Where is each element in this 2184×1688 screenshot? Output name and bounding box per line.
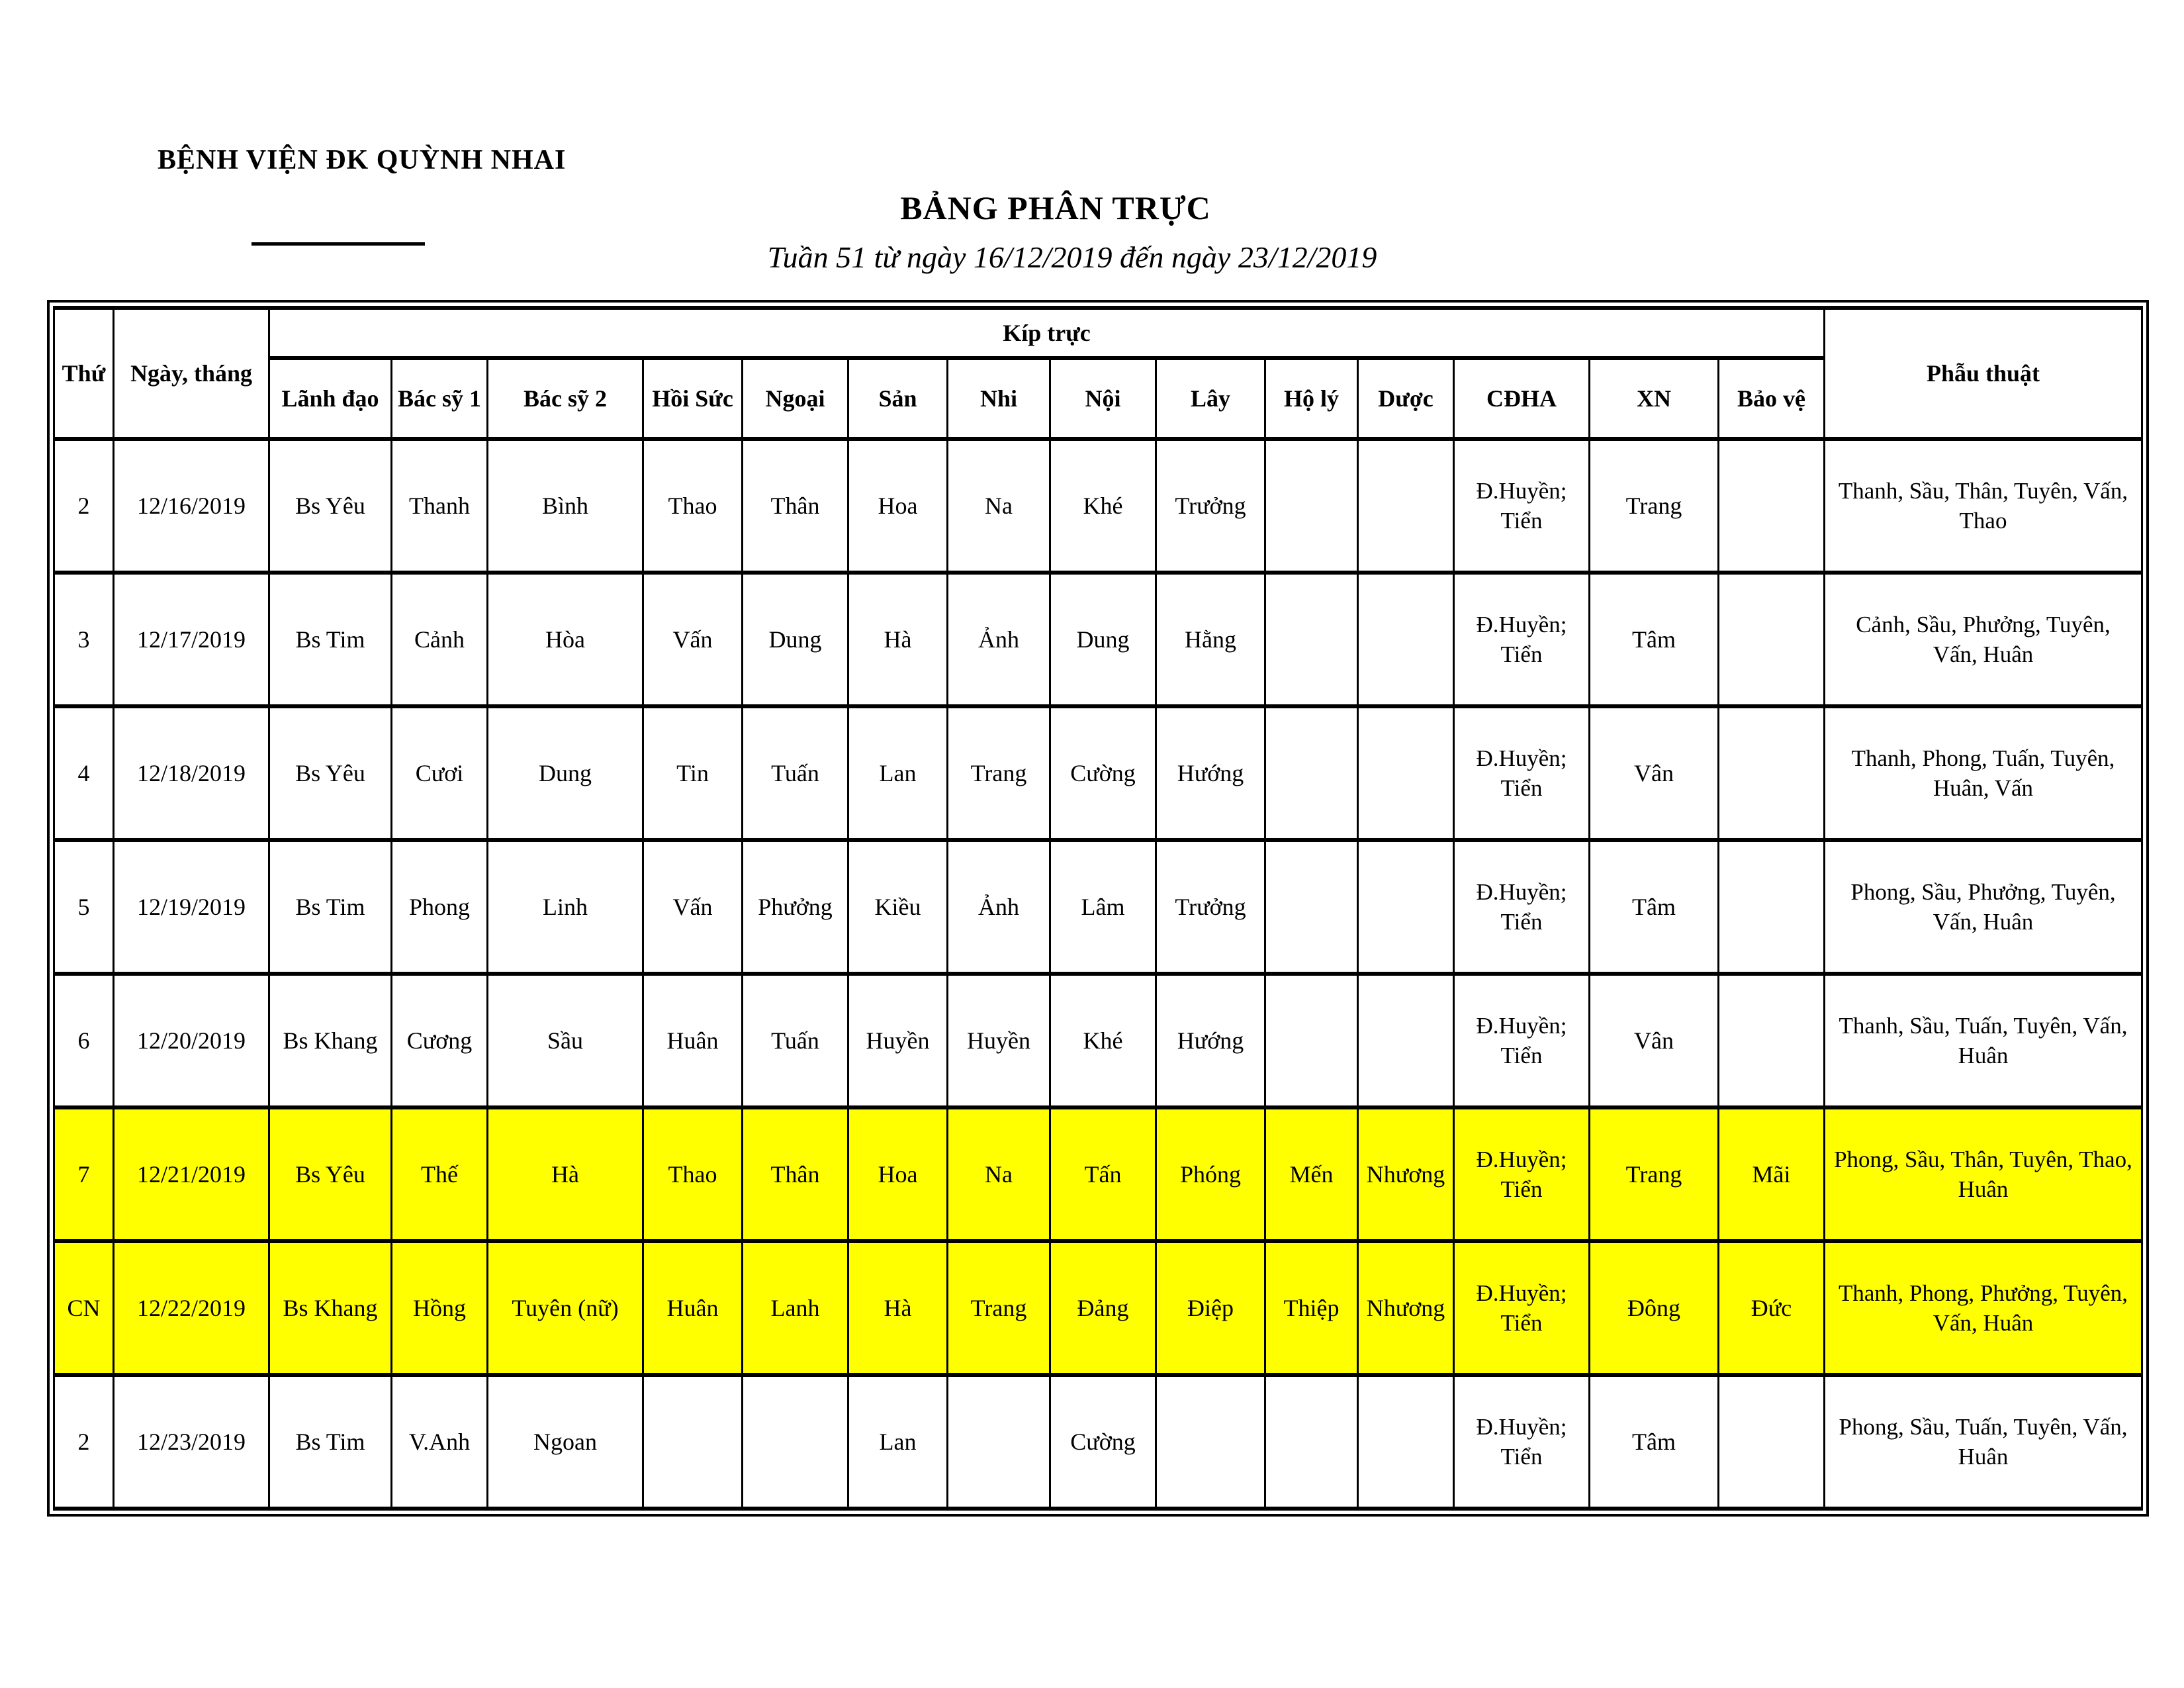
- col-header-hoi-suc: Hồi Sức: [643, 358, 743, 439]
- cell-ngay: 12/23/2019: [114, 1375, 269, 1509]
- col-header-bac-sy-2: Bác sỹ 2: [488, 358, 643, 439]
- cell-hoi-suc: Thao: [643, 1107, 743, 1241]
- cell-lanh-dao: Bs Tim: [269, 840, 392, 974]
- cell-xn: Đông: [1590, 1241, 1719, 1375]
- cell-bao-ve: Mãi: [1719, 1107, 1825, 1241]
- cell-duoc: [1358, 439, 1454, 573]
- roster-row: [54, 706, 2142, 840]
- cell-ngay: 12/19/2019: [114, 840, 269, 974]
- col-header-phau-thuat: Phẫu thuật: [1825, 308, 2142, 439]
- cell-thu: 5: [54, 840, 114, 974]
- page-subtitle: Tuần 51 từ ngày 16/12/2019 đến ngày 23/12/2019: [767, 240, 1377, 274]
- cell-ngay: 12/20/2019: [114, 974, 269, 1107]
- cell-nhi: Trang: [948, 706, 1050, 840]
- cell-san: Huyền: [848, 974, 948, 1107]
- roster-row: [54, 840, 2142, 974]
- cell-ho-ly: Thiệp: [1265, 1241, 1358, 1375]
- cell-noi: Tấn: [1050, 1107, 1156, 1241]
- cell-san: Lan: [848, 1375, 948, 1509]
- cell-phau-thuat: Phong, Sầu, Thân, Tuyên, Thao, Huân: [1825, 1107, 2142, 1241]
- cell-xn: Vân: [1590, 974, 1719, 1107]
- cell-ngoai: Tuấn: [743, 706, 848, 840]
- cell-thu: 2: [54, 439, 114, 573]
- cell-ho-ly: [1265, 439, 1358, 573]
- cell-cdha: Đ.Huyền; Tiển: [1454, 1107, 1590, 1241]
- cell-san: Hoa: [848, 439, 948, 573]
- cell-duoc: [1358, 706, 1454, 840]
- duty-roster-table: [53, 306, 2143, 1511]
- cell-bac-sy-1: Thanh: [392, 439, 488, 573]
- cell-bac-sy-2: Linh: [488, 840, 643, 974]
- col-header-lay: Lây: [1156, 358, 1265, 439]
- cell-ngoai: Phưởng: [743, 840, 848, 974]
- roster-row: [54, 1107, 2142, 1241]
- cell-nhi: Huyền: [948, 974, 1050, 1107]
- cell-duoc: [1358, 840, 1454, 974]
- cell-ho-ly: [1265, 706, 1358, 840]
- cell-bac-sy-2: Ngoan: [488, 1375, 643, 1509]
- cell-nhi: Na: [948, 1107, 1050, 1241]
- cell-lay: Trưởng: [1156, 840, 1265, 974]
- cell-bao-ve: [1719, 974, 1825, 1107]
- cell-san: Lan: [848, 706, 948, 840]
- cell-san: Hà: [848, 573, 948, 706]
- col-header-ngay-thang: Ngày, tháng: [114, 308, 269, 439]
- cell-lay: [1156, 1375, 1265, 1509]
- cell-phau-thuat: Cảnh, Sầu, Phưởng, Tuyên, Vấn, Huân: [1825, 573, 2142, 706]
- cell-xn: Tâm: [1590, 840, 1719, 974]
- cell-bao-ve: [1719, 439, 1825, 573]
- col-group-kip-truc: Kíp trực: [269, 308, 1825, 358]
- org-name: BỆNH VIỆN ĐK QUỲNH NHAI: [158, 145, 567, 175]
- cell-lanh-dao: Bs Yêu: [269, 706, 392, 840]
- col-header-duoc: Dược: [1358, 358, 1454, 439]
- cell-bac-sy-2: Hòa: [488, 573, 643, 706]
- cell-xn: Tâm: [1590, 573, 1719, 706]
- col-header-bac-sy-1: Bác sỹ 1: [392, 358, 488, 439]
- cell-nhi: Ảnh: [948, 573, 1050, 706]
- cell-bao-ve: [1719, 706, 1825, 840]
- cell-hoi-suc: Tin: [643, 706, 743, 840]
- col-header-bao-ve: Bảo vệ: [1719, 358, 1825, 439]
- cell-phau-thuat: Thanh, Phong, Tuấn, Tuyên, Huân, Vấn: [1825, 706, 2142, 840]
- cell-thu: 4: [54, 706, 114, 840]
- cell-lanh-dao: Bs Khang: [269, 1241, 392, 1375]
- cell-bac-sy-1: Cương: [392, 974, 488, 1107]
- cell-lay: Phóng: [1156, 1107, 1265, 1241]
- cell-bac-sy-1: V.Anh: [392, 1375, 488, 1509]
- cell-nhi: Trang: [948, 1241, 1050, 1375]
- cell-bao-ve: Đức: [1719, 1241, 1825, 1375]
- cell-lanh-dao: Bs Tim: [269, 1375, 392, 1509]
- cell-ho-ly: Mến: [1265, 1107, 1358, 1241]
- cell-duoc: Nhương: [1358, 1241, 1454, 1375]
- cell-ngay: 12/22/2019: [114, 1241, 269, 1375]
- cell-ngoai: Dung: [743, 573, 848, 706]
- cell-cdha: Đ.Huyền; Tiển: [1454, 1241, 1590, 1375]
- cell-phau-thuat: Thanh, Phong, Phưởng, Tuyên, Vấn, Huân: [1825, 1241, 2142, 1375]
- cell-hoi-suc: Huân: [643, 1241, 743, 1375]
- cell-hoi-suc: Vấn: [643, 840, 743, 974]
- cell-noi: Dung: [1050, 573, 1156, 706]
- cell-lanh-dao: Bs Khang: [269, 974, 392, 1107]
- cell-xn: Tâm: [1590, 1375, 1719, 1509]
- cell-cdha: Đ.Huyền; Tiển: [1454, 573, 1590, 706]
- cell-ngay: 12/18/2019: [114, 706, 269, 840]
- cell-san: Kiều: [848, 840, 948, 974]
- cell-bac-sy-2: Tuyên (nữ): [488, 1241, 643, 1375]
- cell-ngoai: [743, 1375, 848, 1509]
- col-header-noi: Nội: [1050, 358, 1156, 439]
- cell-ho-ly: [1265, 1375, 1358, 1509]
- cell-cdha: Đ.Huyền; Tiển: [1454, 840, 1590, 974]
- cell-hoi-suc: Vấn: [643, 573, 743, 706]
- cell-noi: Cường: [1050, 1375, 1156, 1509]
- roster-row: [54, 1375, 2142, 1509]
- cell-nhi: Na: [948, 439, 1050, 573]
- col-header-ho-ly: Hộ lý: [1265, 358, 1358, 439]
- cell-phau-thuat: Phong, Sầu, Phưởng, Tuyên, Vấn, Huân: [1825, 840, 2142, 974]
- cell-lay: Hướng: [1156, 706, 1265, 840]
- cell-bac-sy-1: Phong: [392, 840, 488, 974]
- cell-phau-thuat: Phong, Sầu, Tuấn, Tuyên, Vấn, Huân: [1825, 1375, 2142, 1509]
- col-header-xn: XN: [1590, 358, 1719, 439]
- cell-thu: 6: [54, 974, 114, 1107]
- cell-xn: Trang: [1590, 439, 1719, 573]
- cell-ho-ly: [1265, 573, 1358, 706]
- cell-bac-sy-2: Hà: [488, 1107, 643, 1241]
- cell-lay: Trưởng: [1156, 439, 1265, 573]
- cell-bao-ve: [1719, 1375, 1825, 1509]
- roster-row: [54, 573, 2142, 706]
- cell-hoi-suc: [643, 1375, 743, 1509]
- cell-ngay: 12/16/2019: [114, 439, 269, 573]
- cell-bac-sy-1: Thế: [392, 1107, 488, 1241]
- cell-bac-sy-2: Bình: [488, 439, 643, 573]
- cell-ngoai: Thân: [743, 1107, 848, 1241]
- cell-duoc: Nhương: [1358, 1107, 1454, 1241]
- page-title: BẢNG PHÂN TRỰC: [900, 189, 1211, 226]
- cell-xn: Vân: [1590, 706, 1719, 840]
- cell-hoi-suc: Huân: [643, 974, 743, 1107]
- col-header-ngoai: Ngoại: [743, 358, 848, 439]
- col-header-thu: Thứ: [54, 308, 114, 439]
- cell-lanh-dao: Bs Yêu: [269, 1107, 392, 1241]
- roster-row: [54, 974, 2142, 1107]
- cell-lay: Hằng: [1156, 573, 1265, 706]
- cell-cdha: Đ.Huyền; Tiển: [1454, 439, 1590, 573]
- cell-duoc: [1358, 573, 1454, 706]
- col-header-nhi: Nhi: [948, 358, 1050, 439]
- cell-nhi: [948, 1375, 1050, 1509]
- cell-noi: Khé: [1050, 439, 1156, 573]
- cell-noi: Đảng: [1050, 1241, 1156, 1375]
- cell-bac-sy-1: Hồng: [392, 1241, 488, 1375]
- cell-bao-ve: [1719, 573, 1825, 706]
- col-header-san: Sản: [848, 358, 948, 439]
- cell-ho-ly: [1265, 840, 1358, 974]
- cell-lanh-dao: Bs Tim: [269, 573, 392, 706]
- col-header-cdha: CĐHA: [1454, 358, 1590, 439]
- cell-ho-ly: [1265, 974, 1358, 1107]
- cell-nhi: Ảnh: [948, 840, 1050, 974]
- cell-bac-sy-1: Cảnh: [392, 573, 488, 706]
- cell-lay: Điệp: [1156, 1241, 1265, 1375]
- cell-cdha: Đ.Huyền; Tiển: [1454, 706, 1590, 840]
- cell-thu: 2: [54, 1375, 114, 1509]
- cell-cdha: Đ.Huyền; Tiển: [1454, 1375, 1590, 1509]
- cell-cdha: Đ.Huyền; Tiển: [1454, 974, 1590, 1107]
- cell-duoc: [1358, 974, 1454, 1107]
- cell-duoc: [1358, 1375, 1454, 1509]
- cell-thu: 7: [54, 1107, 114, 1241]
- cell-noi: Cường: [1050, 706, 1156, 840]
- roster-row: [54, 439, 2142, 573]
- cell-thu: CN: [54, 1241, 114, 1375]
- col-header-lanh-dao: Lãnh đạo: [269, 358, 392, 439]
- cell-hoi-suc: Thao: [643, 439, 743, 573]
- roster-row: [54, 1241, 2142, 1375]
- cell-ngay: 12/21/2019: [114, 1107, 269, 1241]
- cell-lanh-dao: Bs Yêu: [269, 439, 392, 573]
- cell-bac-sy-1: Cươi: [392, 706, 488, 840]
- cell-phau-thuat: Thanh, Sầu, Thân, Tuyên, Vấn, Thao: [1825, 439, 2142, 573]
- cell-xn: Trang: [1590, 1107, 1719, 1241]
- cell-phau-thuat: Thanh, Sầu, Tuấn, Tuyên, Vấn, Huân: [1825, 974, 2142, 1107]
- cell-ngay: 12/17/2019: [114, 573, 269, 706]
- cell-noi: Khé: [1050, 974, 1156, 1107]
- cell-ngoai: Thân: [743, 439, 848, 573]
- cell-san: Hoa: [848, 1107, 948, 1241]
- cell-bac-sy-2: Dung: [488, 706, 643, 840]
- cell-ngoai: Tuấn: [743, 974, 848, 1107]
- cell-san: Hà: [848, 1241, 948, 1375]
- cell-ngoai: Lanh: [743, 1241, 848, 1375]
- cell-bao-ve: [1719, 840, 1825, 974]
- cell-lay: Hướng: [1156, 974, 1265, 1107]
- cell-bac-sy-2: Sầu: [488, 974, 643, 1107]
- cell-noi: Lâm: [1050, 840, 1156, 974]
- cell-thu: 3: [54, 573, 114, 706]
